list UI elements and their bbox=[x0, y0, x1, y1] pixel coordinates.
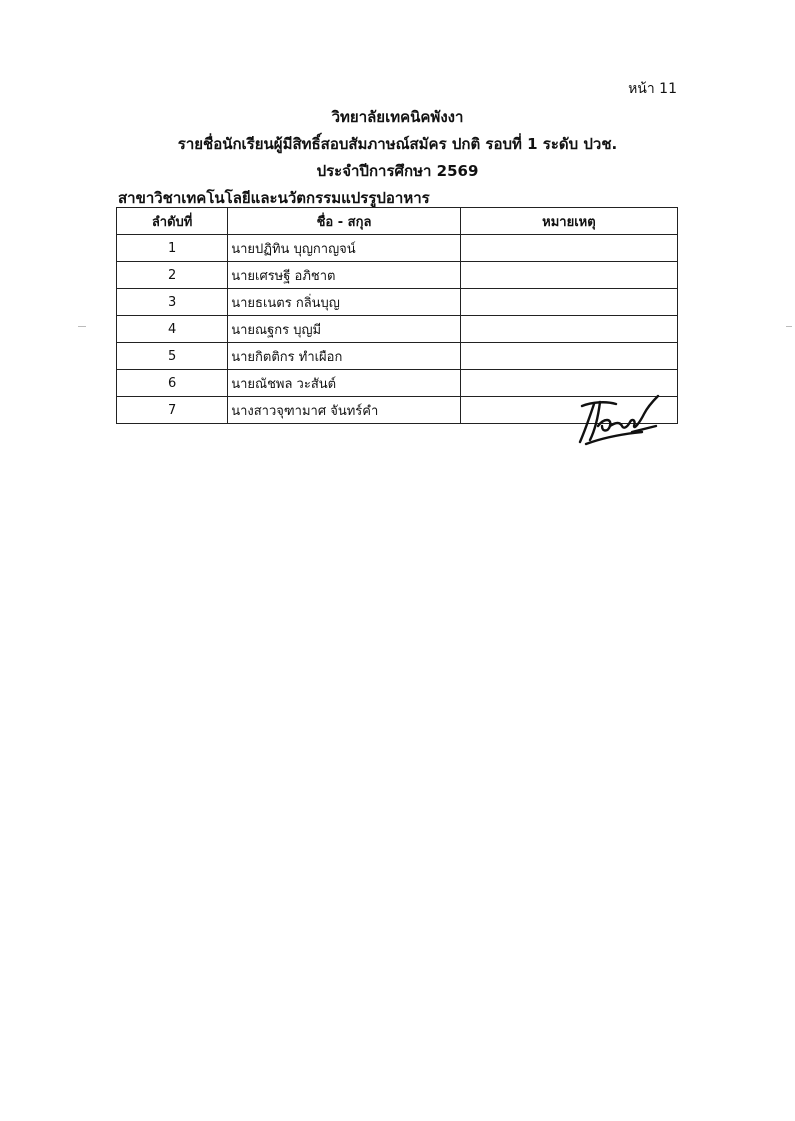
row-name: นายปฏิทิน บุญกาญจน์ bbox=[228, 235, 461, 262]
row-remark bbox=[460, 262, 677, 289]
row-number: 1 bbox=[117, 235, 228, 262]
row-remark bbox=[460, 316, 677, 343]
row-number: 6 bbox=[117, 370, 228, 397]
table-row bbox=[117, 343, 678, 370]
scan-mark bbox=[78, 326, 86, 327]
row-number: 5 bbox=[117, 343, 228, 370]
row-name: นางสาวจุฑามาศ จันทร์คำ bbox=[228, 397, 461, 424]
college-name: วิทยาลัยเทคนิคพังงา bbox=[331, 108, 464, 126]
list-title: รายชื่อนักเรียนผู้มีสิทธิ์สอบสัมภาษณ์สมัคร ปกติ รอบที่ 1 ระดับ ปวช. bbox=[177, 135, 618, 153]
table-header-row bbox=[117, 208, 678, 235]
row-name: นายกิตติกร ทำเผือก bbox=[228, 343, 461, 370]
table-row bbox=[117, 289, 678, 316]
row-number: 3 bbox=[117, 289, 228, 316]
header-no: ลำดับที่ bbox=[117, 208, 228, 235]
row-name: นายธเนตร กลิ่นบุญ bbox=[228, 289, 461, 316]
scan-mark bbox=[786, 326, 792, 327]
row-remark bbox=[460, 235, 677, 262]
table-row bbox=[117, 316, 678, 343]
page-number: หน้า 11 bbox=[628, 81, 677, 97]
table-row bbox=[117, 262, 678, 289]
row-remark bbox=[460, 289, 677, 316]
table-row bbox=[117, 235, 678, 262]
handwritten-signature bbox=[572, 392, 664, 452]
academic-year: ประจำปีการศึกษา 2569 bbox=[316, 162, 479, 180]
row-number: 4 bbox=[117, 316, 228, 343]
section-title: สาขาวิชาเทคโนโลยีและนวัตกรรมแปรรูปอาหาร bbox=[118, 189, 430, 207]
row-name: นายณฐกร บุญมี bbox=[228, 316, 461, 343]
row-name: นายเศรษฐี อภิชาต bbox=[228, 262, 461, 289]
document-header bbox=[0, 104, 795, 185]
row-number: 7 bbox=[117, 397, 228, 424]
row-number: 2 bbox=[117, 262, 228, 289]
header-remark: หมายเหตุ bbox=[460, 208, 677, 235]
row-name: นายณัชพล วะสันต์ bbox=[228, 370, 461, 397]
row-remark bbox=[460, 343, 677, 370]
header-name: ชื่อ - สกุล bbox=[228, 208, 461, 235]
